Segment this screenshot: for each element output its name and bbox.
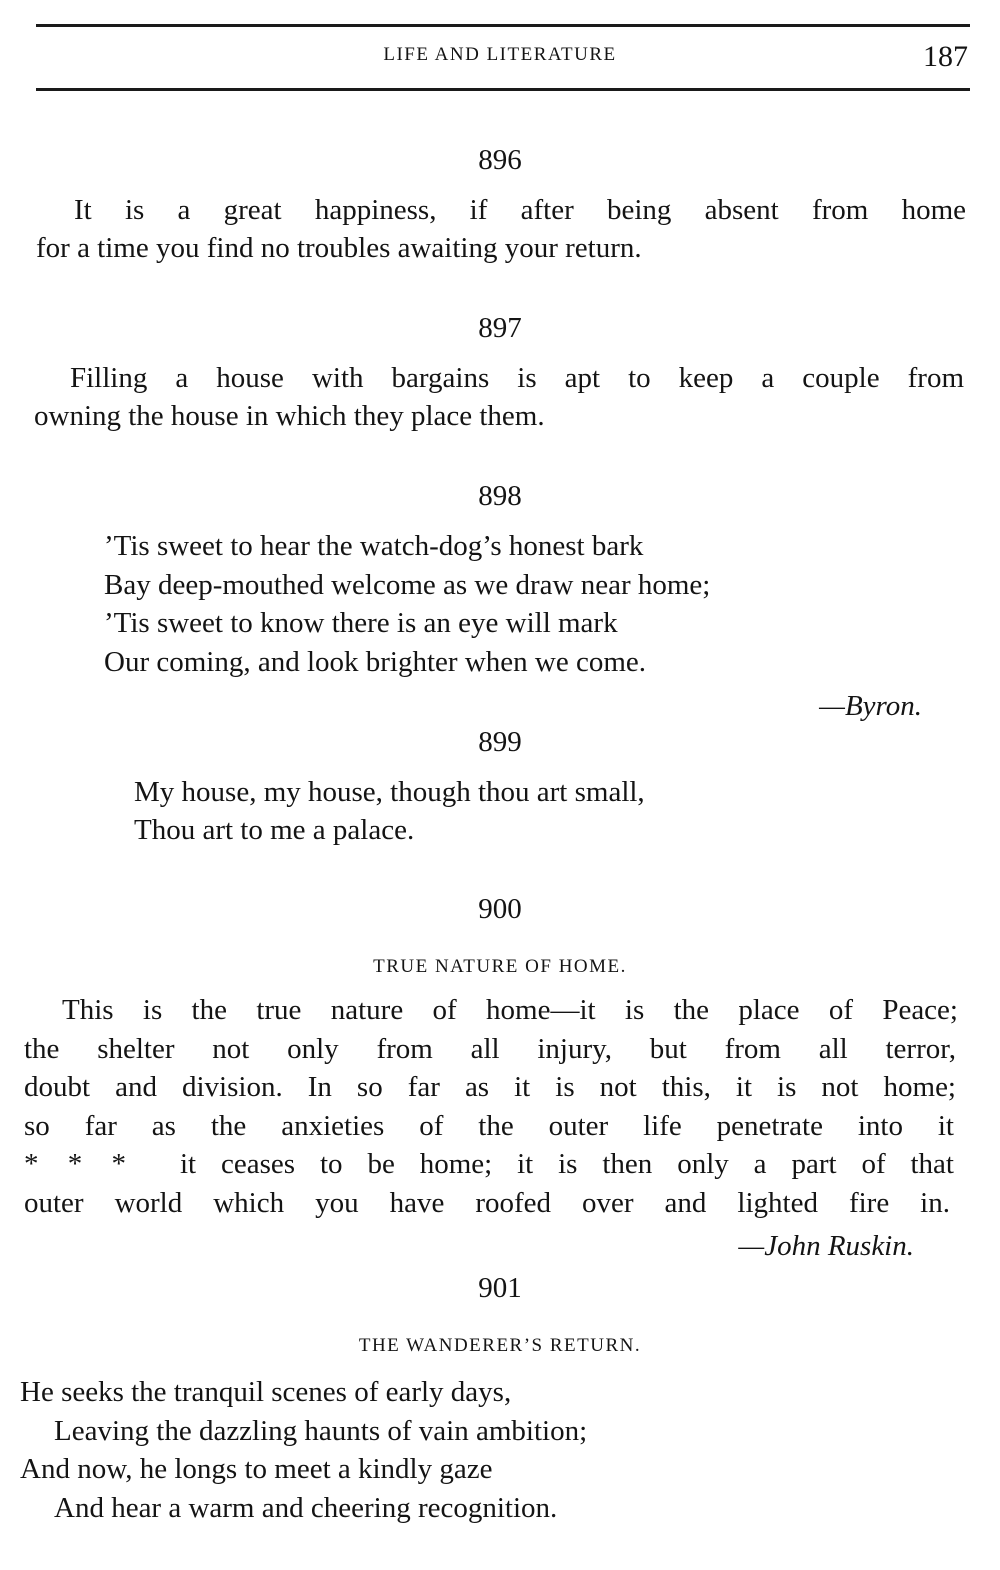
verse-line: And hear a warm and cheering recognition. xyxy=(54,1492,558,1524)
entry-line: owning the house in which they place them. xyxy=(34,400,545,432)
entry-number: 901 xyxy=(478,1272,522,1304)
entry-line: outer world which you have roofed over and lighted fire in. xyxy=(24,1187,950,1219)
entry-line: it ceases to be home; it is then only a part of that xyxy=(180,1148,954,1180)
section-heading: TRUE NATURE OF HOME. xyxy=(373,956,627,977)
entry-line: doubt and division. In so far as it is not this, it is not home; xyxy=(24,1071,956,1103)
verse-line: Our coming, and look brighter when we come. xyxy=(104,646,646,678)
entry-line: for a time you find no troubles awaiting your return. xyxy=(36,232,642,264)
verse-line: He seeks the tranquil scenes of early days, xyxy=(20,1376,512,1408)
ellipsis-stars: * * * xyxy=(24,1148,126,1180)
attribution: —Byron. xyxy=(819,690,922,722)
entry-number: 896 xyxy=(478,144,522,176)
entry-line: the shelter not only from all injury, but from all terror, xyxy=(24,1033,956,1065)
entry-number: 897 xyxy=(478,312,522,344)
entry-line: This is the true nature of home—it is the place of Peace; xyxy=(62,994,958,1026)
page-number: 187 xyxy=(923,40,968,73)
verse-line: And now, he longs to meet a kindly gaze xyxy=(20,1453,493,1485)
entry-line: so far as the anxieties of the outer life penetrate into it xyxy=(24,1110,954,1142)
verse-line: Leaving the dazzling haunts of vain ambition; xyxy=(54,1415,588,1447)
section-heading: THE WANDERER’S RETURN. xyxy=(358,1335,642,1356)
verse-line: ’Tis sweet to hear the watch-dog’s honest bark xyxy=(104,530,644,562)
running-title: LIFE AND LITERATURE xyxy=(383,44,617,65)
entry-number: 898 xyxy=(478,480,522,512)
verse-line: ’Tis sweet to know there is an eye will mark xyxy=(104,607,618,639)
verse-line: My house, my house, though thou art small, xyxy=(134,776,645,808)
entry-number: 900 xyxy=(478,893,522,925)
verse-line: Bay deep-mouthed welcome as we draw near home; xyxy=(104,569,711,601)
attribution: —John Ruskin. xyxy=(738,1230,914,1262)
header-top-rule xyxy=(36,24,970,27)
entry-number: 899 xyxy=(478,726,522,758)
verse-line: Thou art to me a palace. xyxy=(134,814,415,846)
header-bottom-rule xyxy=(36,88,970,91)
entry-line: It is a great happiness, if after being absent from home xyxy=(74,194,966,226)
entry-line: Filling a house with bargains is apt to keep a couple from xyxy=(70,362,964,394)
